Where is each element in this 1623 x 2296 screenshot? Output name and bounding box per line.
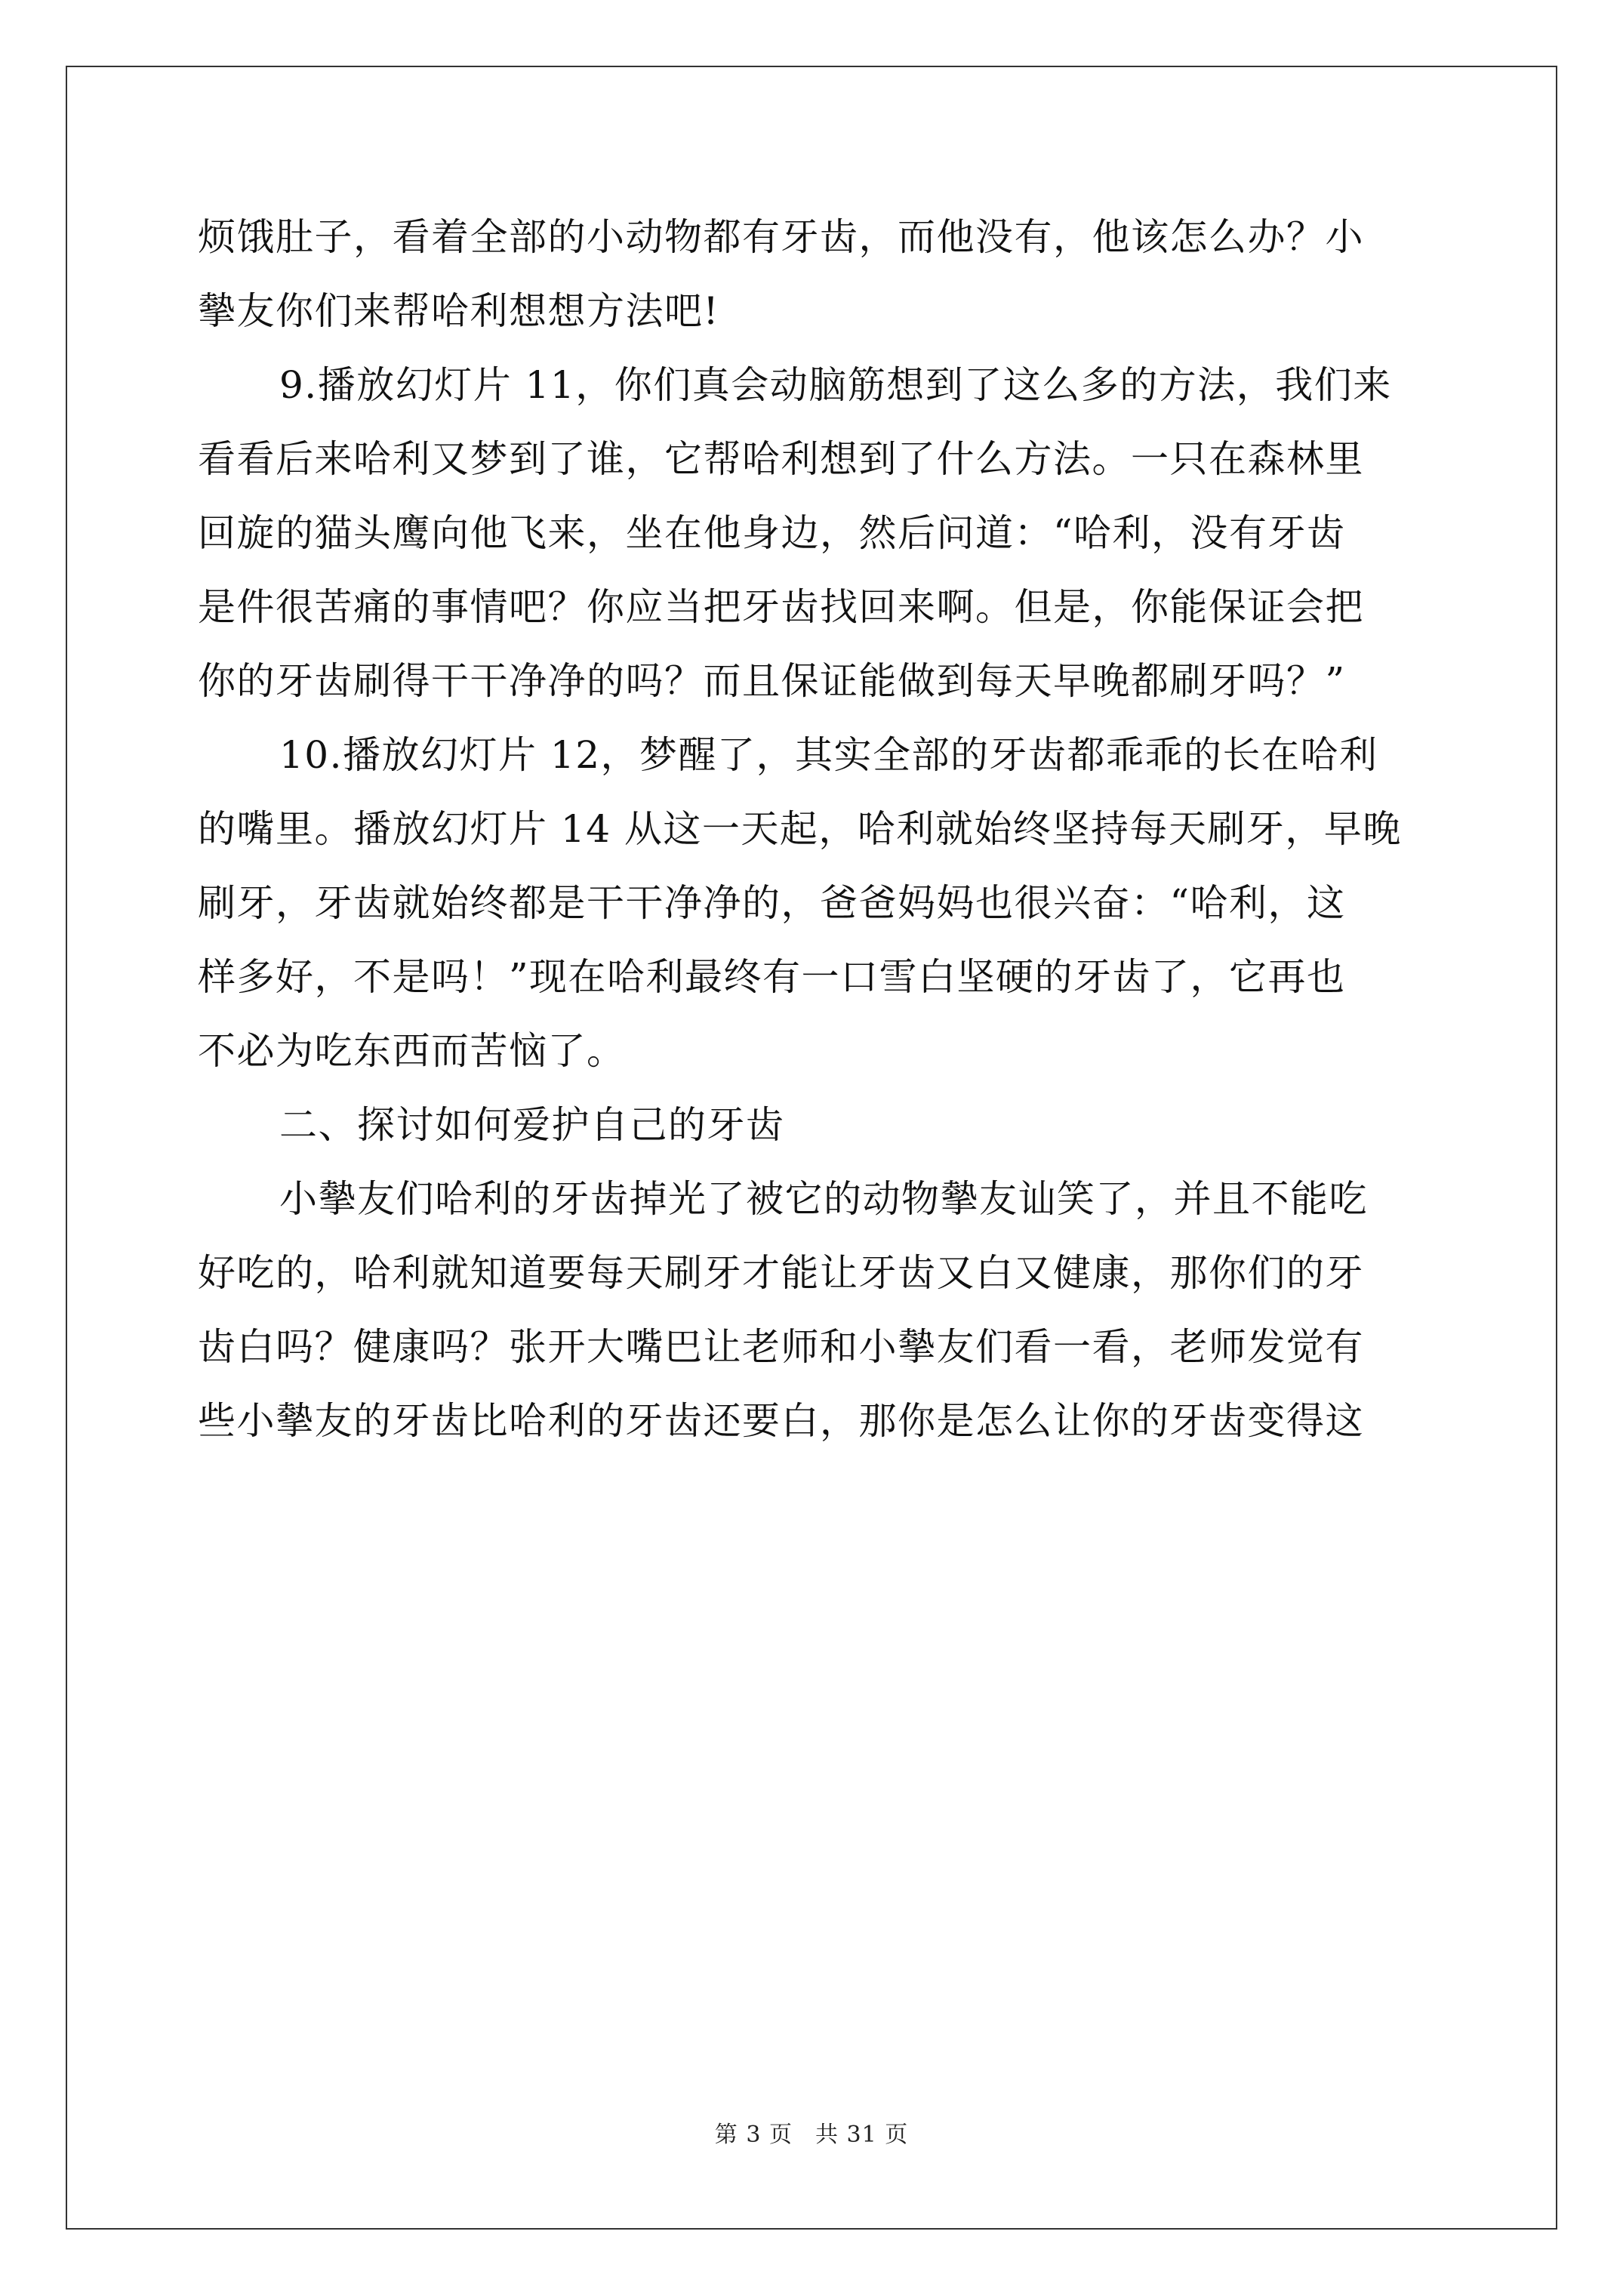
text-line: 看看后来哈利又梦到了谁，它帮哈利想到了什么方法。一只在森林里 — [198, 437, 1364, 481]
text-line: 好吃的，哈利就知道要每天刷牙才能让牙齿又白又健康，那你们的牙 — [198, 1251, 1364, 1295]
text-line: 的嘴里。播放幻灯片 14 从这一天起，哈利就始终坚持每天刷牙，早晚 — [198, 807, 1402, 851]
text-line: 是件很苦痛的事情吧？你应当把牙齿找回来啊。但是，你能保证会把 — [198, 585, 1364, 629]
text-line: 不必为吃东西而苦恼了。 — [198, 1029, 626, 1073]
text-line: 些小摰友的牙齿比哈利的牙齿还要白，那你是怎么让你的牙齿变得这 — [198, 1399, 1364, 1443]
text-line: 齿白吗？健康吗？张开大嘴巴让老师和小摰友们看一看，老师发觉有 — [198, 1325, 1364, 1369]
text-line: 样多好，不是吗！”现在哈利最终有一口雪白坚硬的牙齿了，它再也 — [198, 955, 1346, 999]
text-line: 烦饿肚子，看着全部的小动物都有牙齿，而他没有，他该怎么办？小 — [198, 215, 1364, 259]
page-total: 共 31 页 — [815, 2122, 909, 2148]
text-line: 9.播放幻灯片 11，你们真会动脑筋想到了这么多的方法，我们来 — [279, 363, 1392, 407]
text-line: 你的牙齿刷得干干净净的吗？而且保证能做到每天早晚都刷牙吗？” — [198, 659, 1346, 703]
page-number: 第 3 页 — [714, 2122, 793, 2148]
section-heading: 二、探讨如何爱护自己的牙齿 — [279, 1103, 785, 1147]
text-line: 刷牙，牙齿就始终都是干干净净的，爸爸妈妈也很兴奋：“哈利，这 — [198, 881, 1346, 925]
text-line: 摰友你们来帮哈利想想方法吧! — [198, 289, 720, 333]
page-footer — [0, 2120, 1623, 2150]
text-line: 10.播放幻灯片 12，梦醒了，其实全部的牙齿都乖乖的长在哈利 — [279, 733, 1378, 777]
text-line: 小摰友们哈利的牙齿掉光了被它的动物摰友讪笑了，并且不能吃 — [279, 1177, 1368, 1221]
text-line: 回旋的猫头鹰向他飞来，坐在他身边，然后问道：“哈利，没有牙齿 — [198, 511, 1346, 555]
